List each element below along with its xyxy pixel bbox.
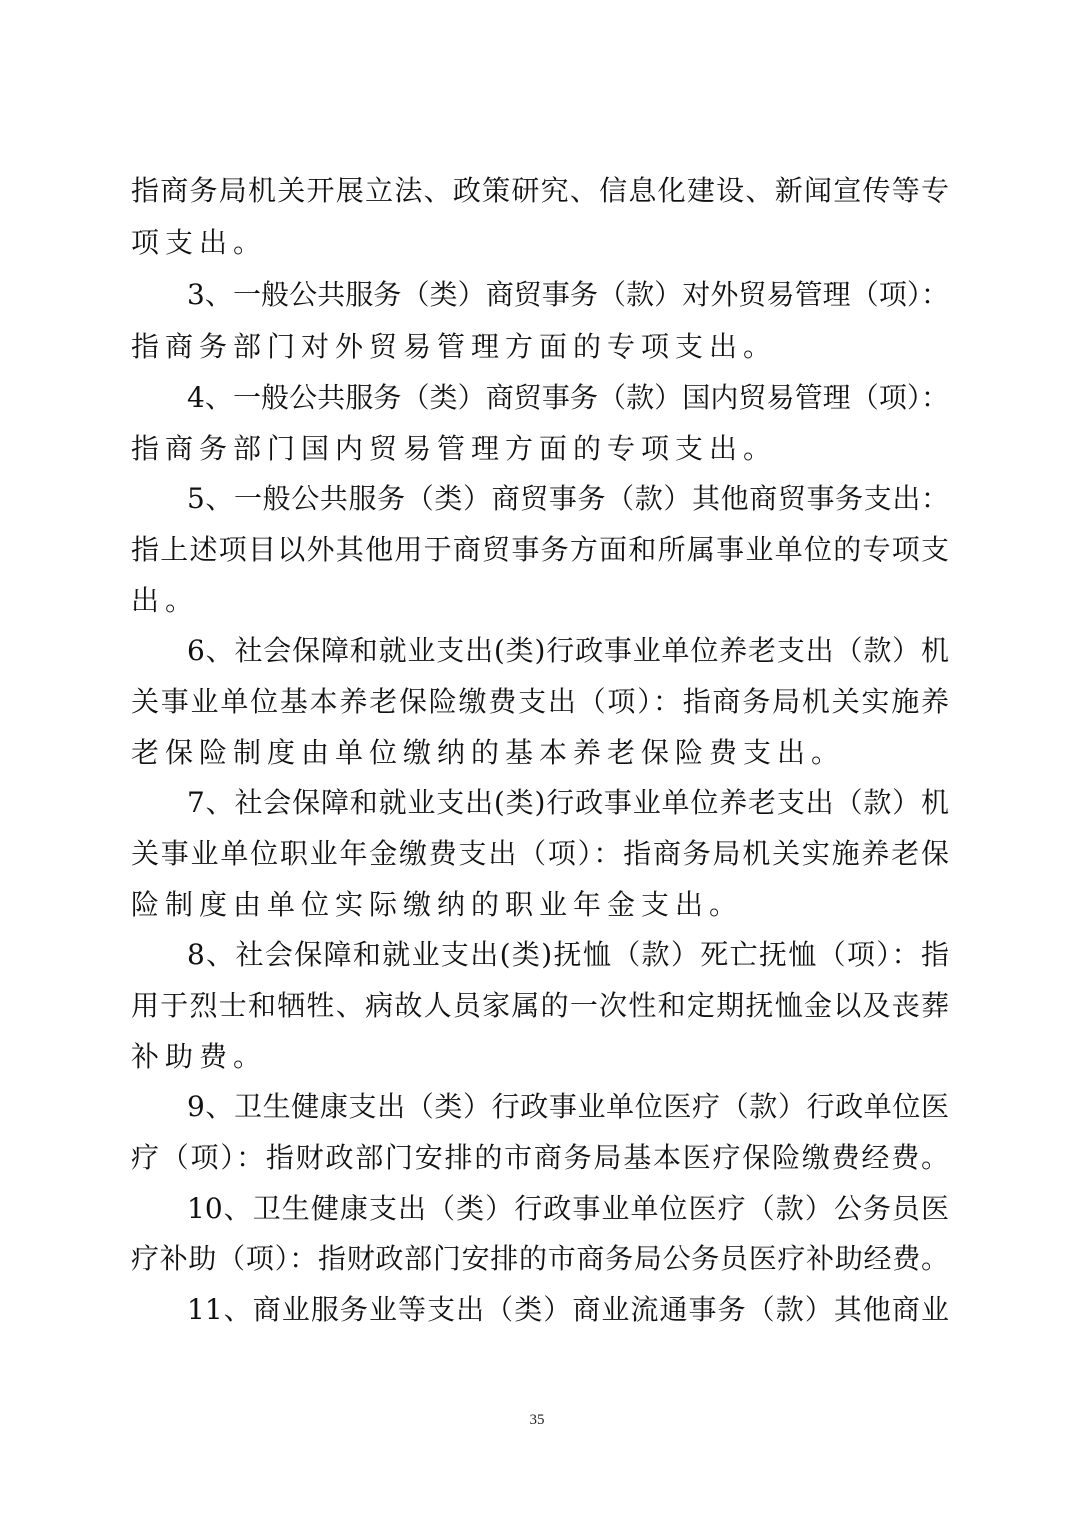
text-line: 项支出。 xyxy=(131,226,268,259)
page-number: 35 xyxy=(529,1412,545,1428)
text-line: 关事业单位基本养老保险缴费支出（项）：指商务局机关实施养 xyxy=(131,685,949,718)
text-line: 险制度由单位实际缴纳的职业年金支出。 xyxy=(131,888,744,921)
text-line: 指商务部门对外贸易管理方面的专项支出。 xyxy=(131,330,778,363)
text-line: 补助费。 xyxy=(131,1040,268,1073)
text-line: 9、卫生健康支出（类）行政事业单位医疗（款）行政单位医 xyxy=(187,1090,949,1123)
text-line: 出。 xyxy=(131,584,200,617)
text-line: 5、一般公共服务（类）商贸事务（款）其他商贸事务支出： xyxy=(187,482,949,515)
text-line: 3、一般公共服务（类）商贸事务（款）对外贸易管理（项）： xyxy=(187,278,949,311)
text-line: 11、商业服务业等支出（类）商业流通事务（款）其他商业 xyxy=(187,1293,949,1326)
text-line: 6、社会保障和就业支出(类)行政事业单位养老支出（款）机 xyxy=(187,634,949,667)
text-line: 7、社会保障和就业支出(类)行政事业单位养老支出（款）机 xyxy=(187,786,949,819)
text-line: 关事业单位职业年金缴费支出（项）：指商务局机关实施养老保 xyxy=(131,837,949,870)
text-line: 用于烈士和牺牲、病故人员家属的一次性和定期抚恤金以及丧葬 xyxy=(131,989,949,1022)
text-line: 老保险制度由单位缴纳的基本养老保险费支出。 xyxy=(131,736,846,769)
text-line: 指上述项目以外其他用于商贸事务方面和所属事业单位的专项支 xyxy=(131,533,949,566)
text-line: 10、卫生健康支出（类）行政事业单位医疗（款）公务员医 xyxy=(187,1192,949,1225)
text-line: 4、一般公共服务（类）商贸事务（款）国内贸易管理（项）： xyxy=(187,381,949,414)
text-line: 疗补助（项）：指财政部门安排的市商务局公务员医疗补助经费。 xyxy=(131,1242,949,1275)
text-line: 疗（项）：指财政部门安排的市商务局基本医疗保险缴费经费。 xyxy=(131,1141,949,1174)
text-line: 指商务局机关开展立法、政策研究、信息化建设、新闻宣传等专 xyxy=(131,174,949,207)
text-line: 指商务部门国内贸易管理方面的专项支出。 xyxy=(131,432,778,465)
text-line: 8、社会保障和就业支出(类)抚恤（款）死亡抚恤（项）：指 xyxy=(187,938,949,971)
